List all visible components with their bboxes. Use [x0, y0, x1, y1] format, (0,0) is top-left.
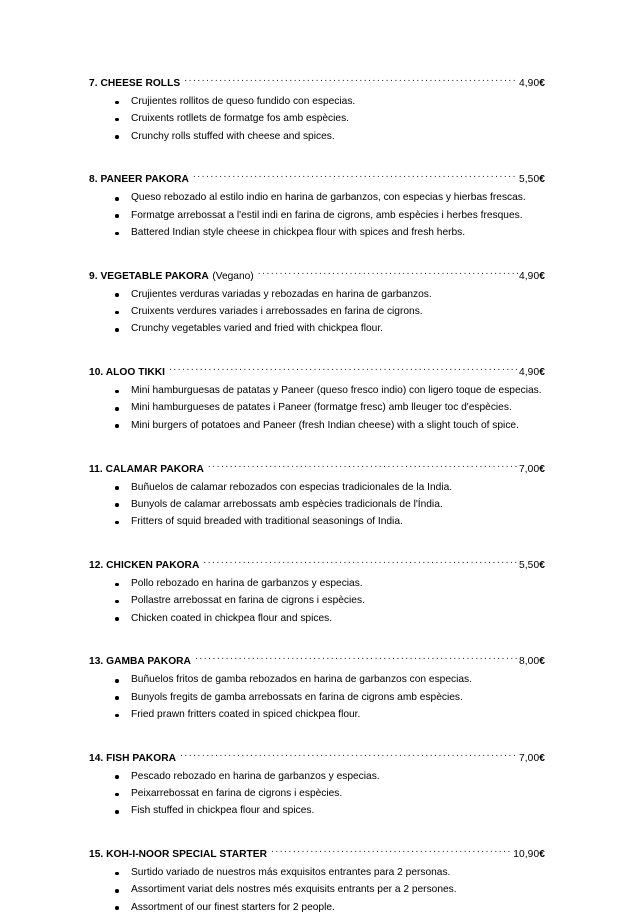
- menu-item: [89, 170, 545, 241]
- menu-item-heading: [89, 170, 545, 187]
- menu-item-description: Mini hamburguesas de patatas y Paneer (queso fresco indio) con ligero toque de especias.: [89, 383, 545, 400]
- menu-item-description: Bunyols de calamar arrebossats amb espècies tradicionals de l'Índia.: [89, 497, 545, 514]
- currency-symbol: €: [539, 78, 545, 89]
- menu-item-descriptions: [89, 865, 545, 916]
- price-amount: 8,00: [518, 656, 540, 668]
- dot-leader: [208, 460, 518, 472]
- price-amount: 5,50: [518, 174, 540, 186]
- menu-item: [89, 363, 545, 434]
- menu-item-heading: [89, 845, 545, 862]
- menu-item-descriptions: [89, 287, 545, 338]
- menu-item-heading: [89, 74, 545, 91]
- menu-item-price: [519, 655, 545, 669]
- menu-item-description: Assortment of our finest starters for 2 people.: [89, 900, 545, 917]
- menu-item-heading: [89, 556, 545, 573]
- menu-item: [89, 74, 545, 145]
- price-amount: 4,90: [518, 367, 540, 379]
- menu-item-description: Cruixents verdures variades i arrebossades en farina de cigrons.: [89, 304, 545, 321]
- menu-item-description: Fish stuffed in chickpea flour and spices.: [89, 803, 545, 820]
- menu-item-price: [513, 848, 545, 862]
- dot-leader: [169, 363, 518, 375]
- menu-item-title: 7. CHEESE ROLLS: [89, 78, 181, 89]
- menu-item-descriptions: [89, 576, 545, 627]
- menu-item-descriptions: [89, 94, 545, 145]
- menu-item-price: [519, 270, 545, 284]
- menu-item-description: Queso rebozado al estilo indio en harina de garbanzos, con especias y hierbas frescas.: [89, 190, 545, 207]
- menu-item-description: Buñuelos fritos de gamba rebozados en harina de garbanzos con especias.: [89, 672, 545, 689]
- menu-item-price: [519, 559, 545, 573]
- currency-symbol: €: [539, 367, 545, 379]
- menu-item-descriptions: [89, 383, 545, 434]
- price-amount: 4,90: [518, 78, 540, 89]
- menu-item-descriptions: [89, 672, 545, 723]
- currency-symbol: €: [539, 463, 545, 475]
- menu-item-title: 14. FISH PAKORA: [89, 752, 177, 764]
- menu-item-title: 15. KOH-I-NOOR SPECIAL STARTER: [89, 849, 267, 861]
- menu-item-title: 8. PANEER PAKORA: [89, 174, 189, 186]
- menu-item-price: [519, 366, 545, 380]
- dot-leader: [203, 556, 518, 568]
- menu-item: [89, 460, 545, 531]
- menu-item-description: Surtido variado de nuestros más exquisitos entrantes para 2 personas.: [89, 865, 545, 882]
- menu-item-description: Crunchy rolls stuffed with cheese and spices.: [89, 129, 545, 146]
- dot-leader: [193, 170, 518, 182]
- menu-item-description: Fritters of squid breaded with traditional seasonings of India.: [89, 514, 545, 531]
- menu-item-description: Mini hamburgueses de patates i Paneer (formatge fresc) amb lleuger toc d'espècies.: [89, 400, 545, 417]
- price-amount: 7,00: [518, 752, 540, 764]
- menu-item-description: Crujientes rollitos de queso fundido con especias.: [89, 94, 545, 111]
- dot-leader: [258, 267, 518, 279]
- menu-item-note: (Vegano): [212, 270, 254, 282]
- menu-item: [89, 845, 545, 916]
- menu-item: [89, 652, 545, 723]
- menu-item-description: Fried prawn fritters coated in spiced chickpea flour.: [89, 707, 545, 724]
- menu-item-title: 13. GAMBA PAKORA: [89, 656, 191, 668]
- menu-item-price: [519, 173, 545, 187]
- menu-item-title: 12. CHICKEN PAKORA: [89, 559, 200, 571]
- menu-item-description: Pescado rebozado en harina de garbanzos y especias.: [89, 769, 545, 786]
- price-amount: 4,90: [518, 270, 540, 282]
- menu-item-title: 10. ALOO TIKKI: [89, 367, 166, 379]
- price-amount: 10,90: [513, 849, 540, 861]
- menu-item-descriptions: [89, 769, 545, 820]
- menu-item-description: Bunyols fregits de gamba arrebossats en farina de cigrons amb espècies.: [89, 690, 545, 707]
- menu-item-heading: [89, 363, 545, 380]
- menu-item-description: Assortiment variat dels nostres més exquisits entrants per a 2 persones.: [89, 882, 545, 899]
- price-amount: 5,50: [518, 559, 540, 571]
- menu-item-description: Chicken coated in chickpea flour and spices.: [89, 611, 545, 628]
- menu-item: [89, 749, 545, 820]
- menu-item-price: [519, 77, 545, 91]
- menu-item-description: Peixarrebossat en farina de cigrons i espècies.: [89, 786, 545, 803]
- menu-item-heading: [89, 267, 545, 284]
- menu-item-list: [89, 74, 545, 917]
- price-amount: 7,00: [518, 463, 540, 475]
- menu-item-price: [519, 752, 545, 766]
- currency-symbol: €: [539, 174, 545, 186]
- currency-symbol: €: [539, 752, 545, 764]
- menu-item-description: Pollo rebozado en harina de garbanzos y especias.: [89, 576, 545, 593]
- menu-item-heading: [89, 749, 545, 766]
- dot-leader: [195, 652, 518, 664]
- dot-leader: [271, 845, 512, 857]
- menu-item-description: Battered Indian style cheese in chickpea flour with spices and fresh herbs.: [89, 225, 545, 242]
- menu-item-heading: [89, 652, 545, 669]
- currency-symbol: €: [539, 656, 545, 668]
- menu-item-descriptions: [89, 190, 545, 241]
- menu-item-title: 9. VEGETABLE PAKORA: [89, 270, 209, 282]
- menu-item-heading: [89, 460, 545, 477]
- menu-item: [89, 556, 545, 627]
- currency-symbol: €: [539, 270, 545, 282]
- menu-item-description: Mini burgers of potatoes and Paneer (fresh Indian cheese) with a slight touch of spice.: [89, 418, 545, 435]
- menu-item-description: Formatge arrebossat a l'estil indi en farina de cigrons, amb espècies i herbes fresques.: [89, 208, 545, 225]
- menu-item-description: Cruixents rotllets de formatge fos amb espècies.: [89, 111, 545, 128]
- dot-leader: [184, 74, 518, 86]
- menu-item-description: Crunchy vegetables varied and fried with chickpea flour.: [89, 321, 545, 338]
- dot-leader: [180, 749, 518, 761]
- menu-item-description: Buñuelos de calamar rebozados con especias tradicionales de la India.: [89, 480, 545, 497]
- menu-item-title: 11. CALAMAR PAKORA: [89, 463, 204, 475]
- menu-item-descriptions: [89, 480, 545, 531]
- menu-item: [89, 267, 545, 338]
- menu-item-description: Pollastre arrebossat en farina de cigrons i espècies.: [89, 593, 545, 610]
- menu-item-price: [519, 463, 545, 477]
- menu-item-description: Crujientes verduras variadas y rebozadas en harina de garbanzos.: [89, 287, 545, 304]
- currency-symbol: €: [539, 559, 545, 571]
- currency-symbol: €: [539, 849, 545, 861]
